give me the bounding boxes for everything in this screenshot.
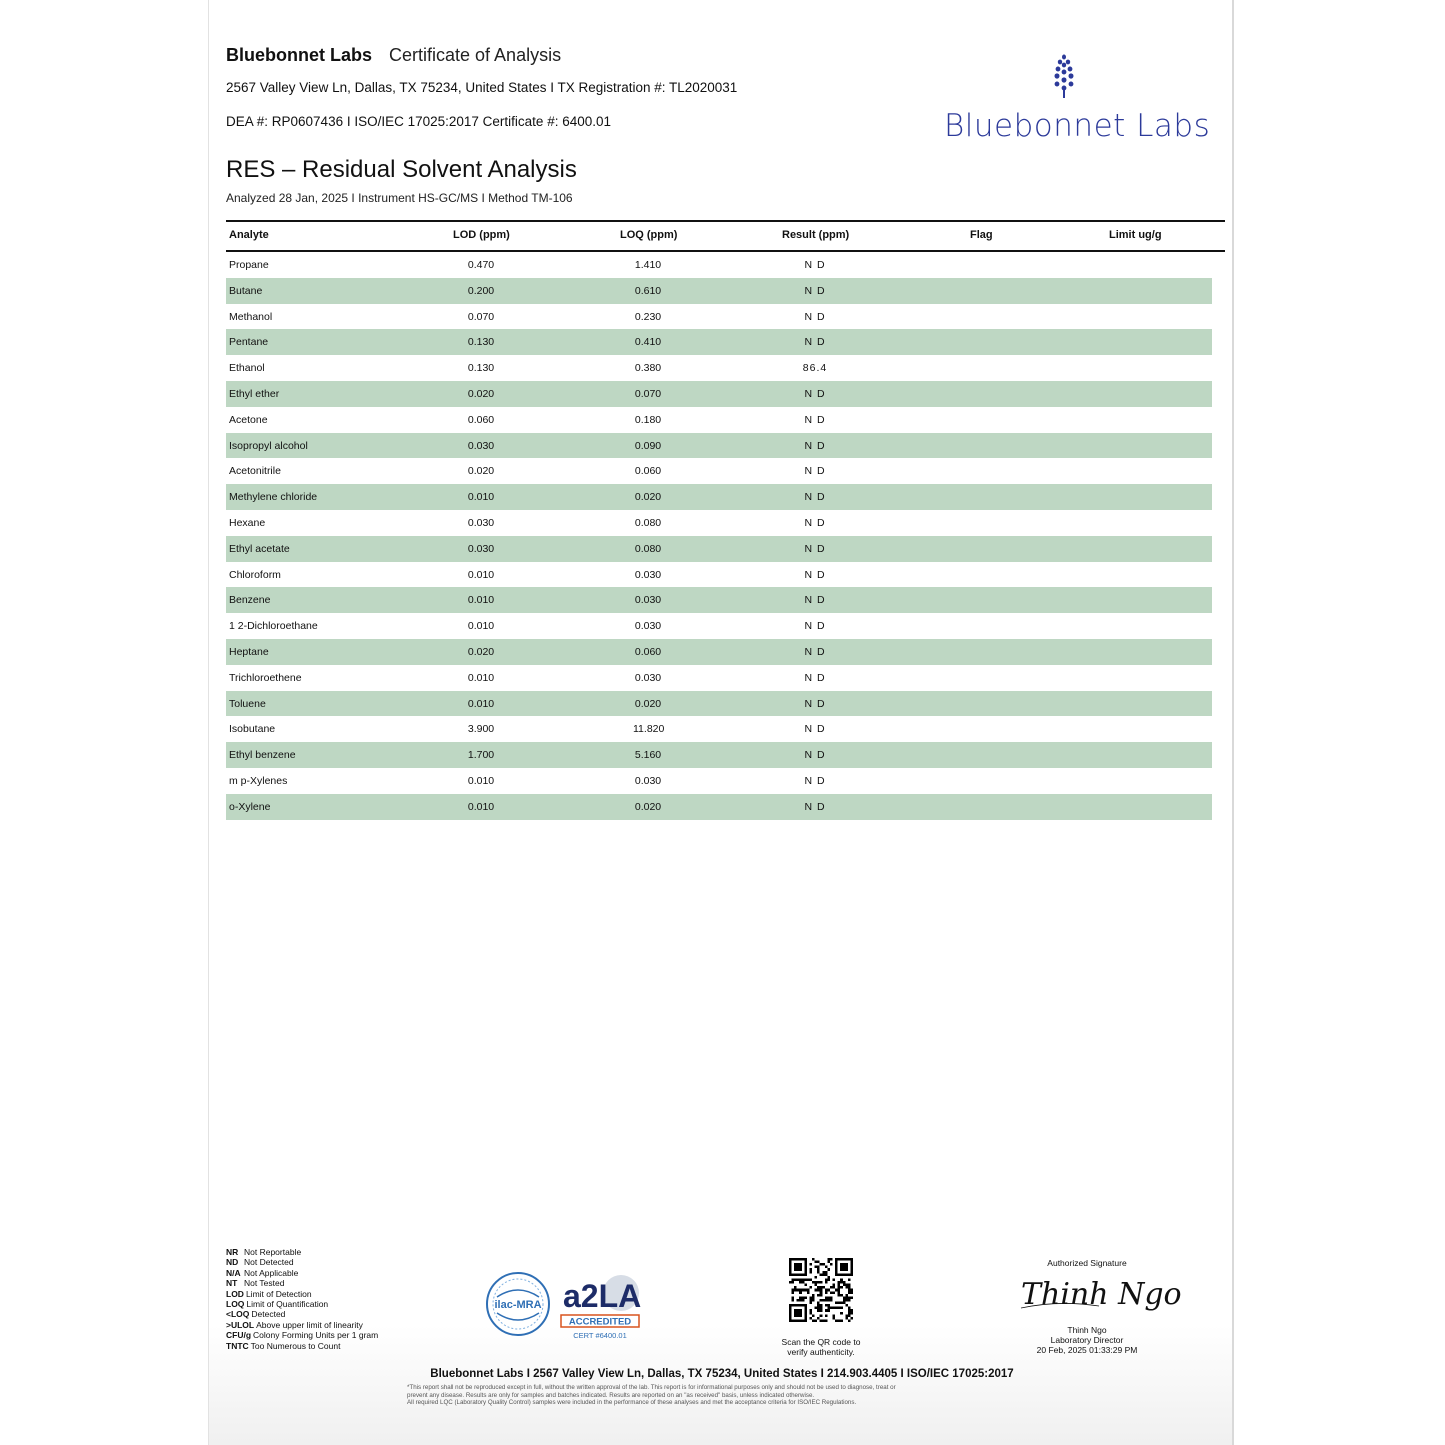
table-row [226, 691, 1212, 717]
table-row [226, 768, 1212, 794]
ilac-mra-seal [485, 1271, 551, 1337]
a2la-cert-number: CERT #6400.01 [573, 1331, 627, 1340]
result-cell: N D [804, 697, 826, 710]
result-cell: N D [804, 387, 826, 400]
analyte-cell: Hexane [229, 516, 266, 529]
analyte-cell: Heptane [229, 645, 269, 658]
table-row [226, 510, 1212, 536]
legend-key: ND [226, 1257, 239, 1268]
analyte-cell: Methanol [229, 310, 273, 323]
section-title: RES – Residual Solvent Analysis [226, 156, 577, 183]
table-row [226, 433, 1212, 459]
table-row [226, 562, 1212, 588]
legend-item [226, 1289, 378, 1299]
lod-cell: 0.030 [467, 439, 495, 452]
loq-cell: 0.080 [634, 516, 662, 529]
legend-text: Above upper limit of linearity [256, 1319, 363, 1330]
bluebonnet-flower-icon [1051, 54, 1077, 98]
table-row [226, 665, 1212, 691]
lod-cell: 0.470 [467, 259, 495, 271]
disclaimer-line-2: prevent any disease. Results are only for samples and batches indicated. Results are reported on an "as received" basis, unless indicated otherwise. [407, 1391, 815, 1399]
col-header-loq: LOQ (ppm) [620, 229, 678, 241]
result-cell: N D [804, 620, 826, 633]
brand-logo-text: Bluebonnet Labs [944, 108, 1211, 144]
loq-cell: 0.030 [634, 594, 662, 607]
lod-cell: 0.010 [467, 697, 495, 710]
dea-registration: DEA #: RP0607436 I ISO/IEC 17025:2017 Certificate #: 6400.01 [226, 114, 612, 129]
table-row [226, 252, 1212, 278]
analyte-cell: Butane [229, 284, 263, 297]
analyte-cell: Isobutane [229, 723, 276, 736]
analyte-cell: Trichloroethene [229, 671, 302, 684]
result-cell: N D [804, 671, 826, 684]
col-header-limit: Limit ug/g [1109, 229, 1162, 241]
table-row [226, 613, 1212, 639]
analyte-cell: Benzene [229, 594, 271, 607]
legend-key: NT [226, 1278, 238, 1289]
lod-cell: 0.030 [467, 516, 495, 529]
table-row [226, 639, 1212, 665]
result-cell: N D [804, 413, 826, 426]
lab-name: Bluebonnet Labs [226, 45, 373, 65]
legend-text: Colony Forming Units per 1 gram [253, 1330, 379, 1341]
legend-item [226, 1299, 378, 1309]
qr-caption-line1: Scan the QR code to [781, 1337, 861, 1347]
legend-item [226, 1341, 378, 1351]
loq-cell: 0.020 [634, 491, 662, 504]
lod-cell: 0.070 [467, 310, 495, 323]
ilac-mra-text: ilac-MRA [494, 1299, 542, 1311]
legend-text: Not Detected [244, 1257, 294, 1268]
result-cell: N D [804, 594, 826, 607]
legend-key: <LOQ [226, 1309, 250, 1320]
col-header-analyte: Analyte [229, 229, 269, 241]
col-header-lod: LOD (ppm) [453, 229, 510, 241]
analyte-cell: Ethyl acetate [229, 542, 290, 555]
svg-text:a2LA: a2LA [563, 1278, 641, 1314]
legend-item [226, 1330, 378, 1340]
loq-cell: 0.380 [634, 362, 662, 375]
loq-cell: 0.030 [634, 568, 662, 581]
legend-key: >ULOL [226, 1319, 255, 1330]
analyte-cell: Ethyl benzene [229, 749, 296, 762]
analyte-cell: Ethyl ether [229, 387, 280, 400]
loq-cell: 0.020 [634, 800, 662, 813]
table-row [226, 304, 1212, 330]
signer-block [1027, 1325, 1147, 1355]
loq-cell: 0.090 [634, 439, 662, 452]
analyte-cell: o-Xylene [229, 800, 271, 813]
handwritten-signature [1019, 1270, 1189, 1322]
analyte-cell: 1 2-Dichloroethane [229, 620, 318, 633]
lod-cell: 0.010 [467, 491, 495, 504]
lod-cell: 0.060 [467, 413, 495, 426]
legend-text: Not Tested [244, 1278, 285, 1289]
loq-cell: 0.030 [634, 620, 662, 633]
analyte-cell: Pentane [229, 336, 269, 349]
loq-cell: 0.020 [634, 697, 662, 710]
result-cell: N D [804, 645, 826, 658]
analyte-cell: Chloroform [229, 568, 281, 581]
col-header-flag: Flag [970, 229, 993, 241]
analyte-cell: Propane [229, 259, 269, 271]
analyte-cell: Methylene chloride [229, 491, 318, 504]
result-cell: N D [804, 465, 826, 478]
loq-cell: 0.070 [634, 387, 662, 400]
legend-text: Limit of Detection [245, 1288, 312, 1299]
table-row [226, 484, 1212, 510]
result-cell: N D [804, 284, 826, 297]
legend-key: TNTC [226, 1340, 249, 1351]
analyte-cell: Toluene [229, 697, 266, 710]
footer-disclaimer [407, 1384, 967, 1407]
signature-date: 20 Feb, 2025 01:33:29 PM [1036, 1345, 1138, 1355]
legend-item [226, 1278, 378, 1288]
table-row [226, 278, 1212, 304]
lod-cell: 0.200 [467, 284, 495, 297]
lod-cell: 0.010 [467, 620, 495, 633]
table-row [226, 407, 1212, 433]
legend-text: Not Reportable [244, 1247, 302, 1257]
legend-item [226, 1268, 378, 1278]
legend-text: Too Numerous to Count [250, 1340, 341, 1351]
table-header [226, 220, 1225, 252]
loq-cell: 0.060 [634, 465, 662, 478]
signature-label: Authorized Signature [1047, 1258, 1127, 1268]
lod-cell: 0.010 [467, 800, 495, 813]
table-row [226, 742, 1212, 768]
legend-item [226, 1247, 378, 1257]
qr-caption [765, 1337, 877, 1357]
legend-key: CFU/g [226, 1330, 252, 1341]
loq-cell: 1.410 [634, 259, 662, 271]
loq-cell: 0.030 [634, 671, 662, 684]
result-cell: N D [804, 542, 826, 555]
result-cell: N D [804, 723, 826, 736]
legend-text: Detected [251, 1309, 286, 1320]
result-cell: N D [804, 749, 826, 762]
loq-cell: 0.410 [634, 336, 662, 349]
a2la-accredited-text: ACCREDITED [568, 1316, 632, 1328]
result-cell: N D [804, 310, 826, 323]
result-cell: N D [804, 439, 826, 452]
document-title: Certificate of Analysis [389, 45, 562, 65]
result-cell: N D [804, 516, 826, 529]
lod-cell: 0.020 [467, 465, 495, 478]
result-cell: N D [804, 774, 826, 787]
table-row [226, 794, 1212, 820]
lod-cell: 0.030 [467, 542, 495, 555]
legend-key: LOD [226, 1288, 244, 1299]
footer-contact: Bluebonnet Labs I 2567 Valley View Ln, Dallas, TX 75234, United States I 214.903.4405 I ISO/IEC 17025:2017 [430, 1368, 1014, 1380]
a2la-accredited-seal [559, 1271, 641, 1343]
lod-cell: 0.010 [467, 568, 495, 581]
legend-text: Not Applicable [244, 1267, 299, 1278]
lod-cell: 0.130 [467, 362, 495, 375]
result-cell: N D [804, 491, 826, 504]
lod-cell: 0.020 [467, 387, 495, 400]
signer-name: Thinh Ngo [1067, 1325, 1107, 1335]
legend-key: NR [226, 1247, 239, 1257]
col-header-result: Result (ppm) [782, 229, 850, 241]
lod-cell: 1.700 [467, 749, 495, 762]
loq-cell: 5.160 [634, 749, 662, 762]
legend-item [226, 1309, 378, 1319]
abbreviation-legend [226, 1247, 378, 1351]
table-row [226, 458, 1212, 484]
lab-address: 2567 Valley View Ln, Dallas, TX 75234, United States I TX Registration #: TL2020031 [226, 80, 738, 95]
analyte-cell: m p-Xylenes [229, 774, 288, 787]
lod-cell: 0.020 [467, 645, 495, 658]
loq-cell: 0.030 [634, 774, 662, 787]
result-cell: N D [804, 259, 826, 271]
table-row [226, 536, 1212, 562]
table-row [226, 587, 1212, 613]
analyte-cell: Isopropyl alcohol [229, 439, 308, 452]
analysis-meta: Analyzed 28 Jan, 2025 I Instrument HS-GC/MS I Method TM-106 [226, 191, 573, 205]
analyte-cell: Acetonitrile [229, 465, 281, 478]
loq-cell: 0.060 [634, 645, 662, 658]
lod-cell: 0.010 [467, 671, 495, 684]
loq-cell: 0.080 [634, 542, 662, 555]
result-cell: N D [804, 336, 826, 349]
table-body [226, 252, 1212, 820]
analyte-cell: Ethanol [229, 362, 265, 375]
table-row [226, 381, 1212, 407]
verification-qr-code[interactable] [789, 1258, 853, 1322]
signer-title: Laboratory Director [1050, 1335, 1124, 1345]
loq-cell: 0.230 [634, 310, 662, 323]
result-cell: N D [804, 568, 826, 581]
lod-cell: 3.900 [467, 723, 495, 736]
lod-cell: 0.010 [467, 594, 495, 607]
result-cell: N D [804, 800, 826, 813]
loq-cell: 11.820 [633, 723, 665, 736]
loq-cell: 0.610 [634, 284, 662, 297]
legend-text: Limit of Quantification [246, 1299, 329, 1310]
table-row [226, 355, 1212, 381]
legend-key: N/A [226, 1267, 241, 1278]
qr-caption-line2: verify authenticity. [787, 1347, 855, 1357]
results-table [226, 220, 1225, 820]
table-row [226, 329, 1212, 355]
analyte-cell: Acetone [229, 413, 268, 426]
disclaimer-line-3: All required LQC (Laboratory Quality Control) samples were included in the performance of these analyses and met the acceptance criteria for ISO/IEC Regulations. [407, 1399, 857, 1407]
lod-cell: 0.010 [467, 774, 495, 787]
legend-item [226, 1320, 378, 1330]
disclaimer-line-1: *This report shall not be reproduced except in full, without the written approval of the lab. This report is for informational purposes only and should not be used to diagnose, treat or [407, 1384, 896, 1391]
result-cell: 86.4 [802, 362, 828, 375]
loq-cell: 0.180 [634, 413, 662, 426]
svg-text:Thinh Ngo: Thinh Ngo [1021, 1277, 1182, 1312]
table-row [226, 716, 1212, 742]
legend-item [226, 1257, 378, 1267]
legend-key: LOQ [226, 1299, 245, 1310]
certificate-page [208, 0, 1234, 1445]
lod-cell: 0.130 [467, 336, 495, 349]
